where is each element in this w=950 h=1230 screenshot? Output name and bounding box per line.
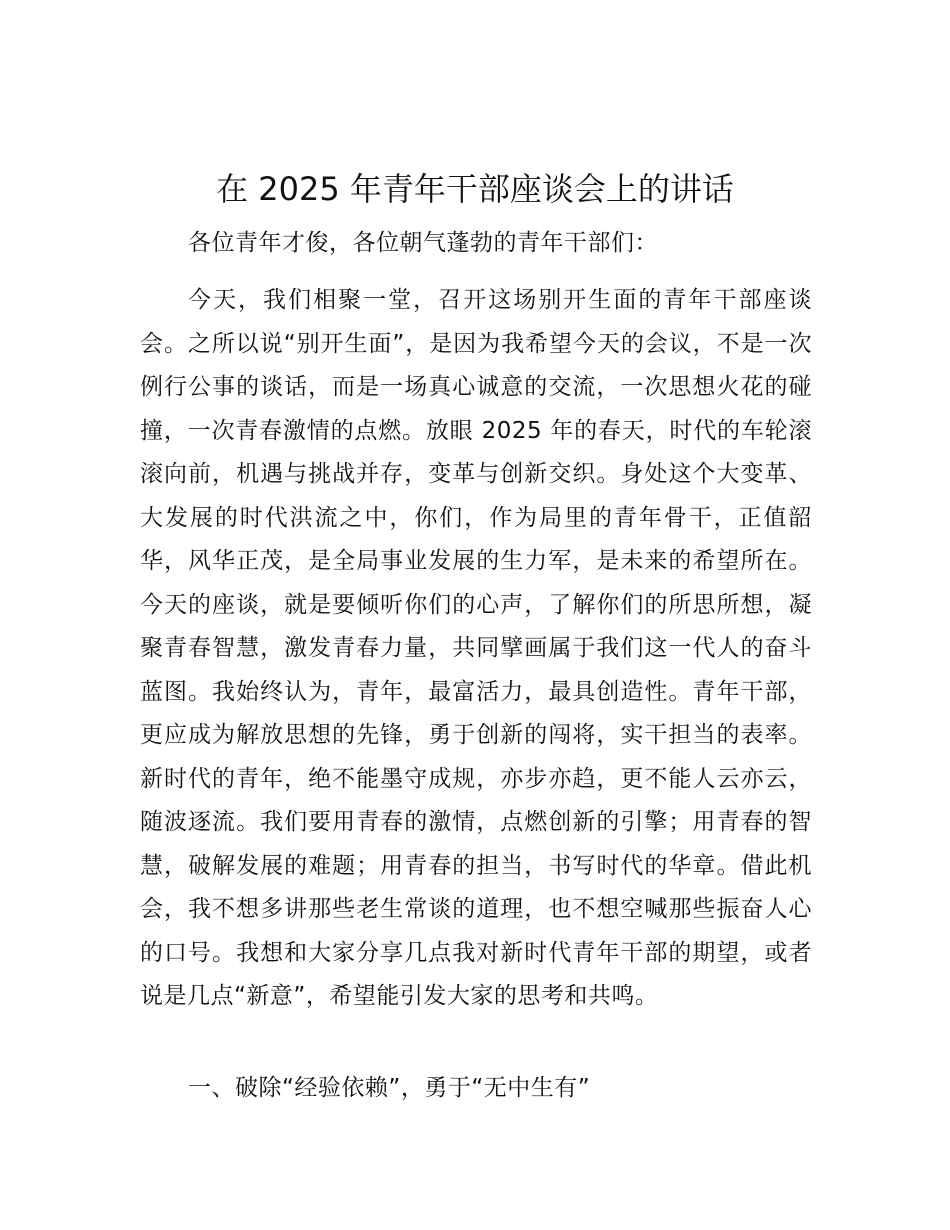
section-heading: 一、破除“经验依赖”，勇于“无中生有” (188, 1075, 591, 1101)
document-title: 在 2025 年青年干部座谈会上的讲话 (216, 170, 734, 208)
body-paragraph: 今天，我们相聚一堂，召开这场别开生面的青年干部座谈会。之所以说“别开生面”，是因为我希望今天的会议，不是一次例行公事的谈话，而是一场真心诚意的交流，一次思想火花的碰撞，一次青春激情的点燃。放眼 2025 年的春天，时代的车轮滚滚向前，机遇与挑战并存，变革与创新交织。身处这个大变革、大发展的时代洪流之中，你们，作为局里的青年骨干，正值韶华，风华正茂，是全局事业发展的生力军，是未来的希望所在。今天的座谈，就是要倾听你们的心声，了解你们的所思所想，凝聚青春智慧，激发青春力量，共同擘画属于我们这一代人的奋斗蓝图。我始终认为，青年，最富活力，最具创造性。青年干部，更应成为解放思想的先锋，勇于创新的闯将，实干担当的表率。新时代的青年，绝不能墨守成规，亦步亦趋，更不能人云亦云，随波逐流。我们要用青春的激情，点燃创新的引擎；用青春的智慧，破解发展的难题；用青春的担当，书写时代的华章。借此机会，我不想多讲那些老生常谈的道理，也不想空喊那些振奋人心的口号。我想和大家分享几点我对新时代青年干部的期望，或者说是几点“新意”，希望能引发大家的思考和共鸣。 (140, 287, 812, 1009)
greeting-line: 各位青年才俊，各位朝气蓬勃的青年干部们： (188, 230, 658, 256)
